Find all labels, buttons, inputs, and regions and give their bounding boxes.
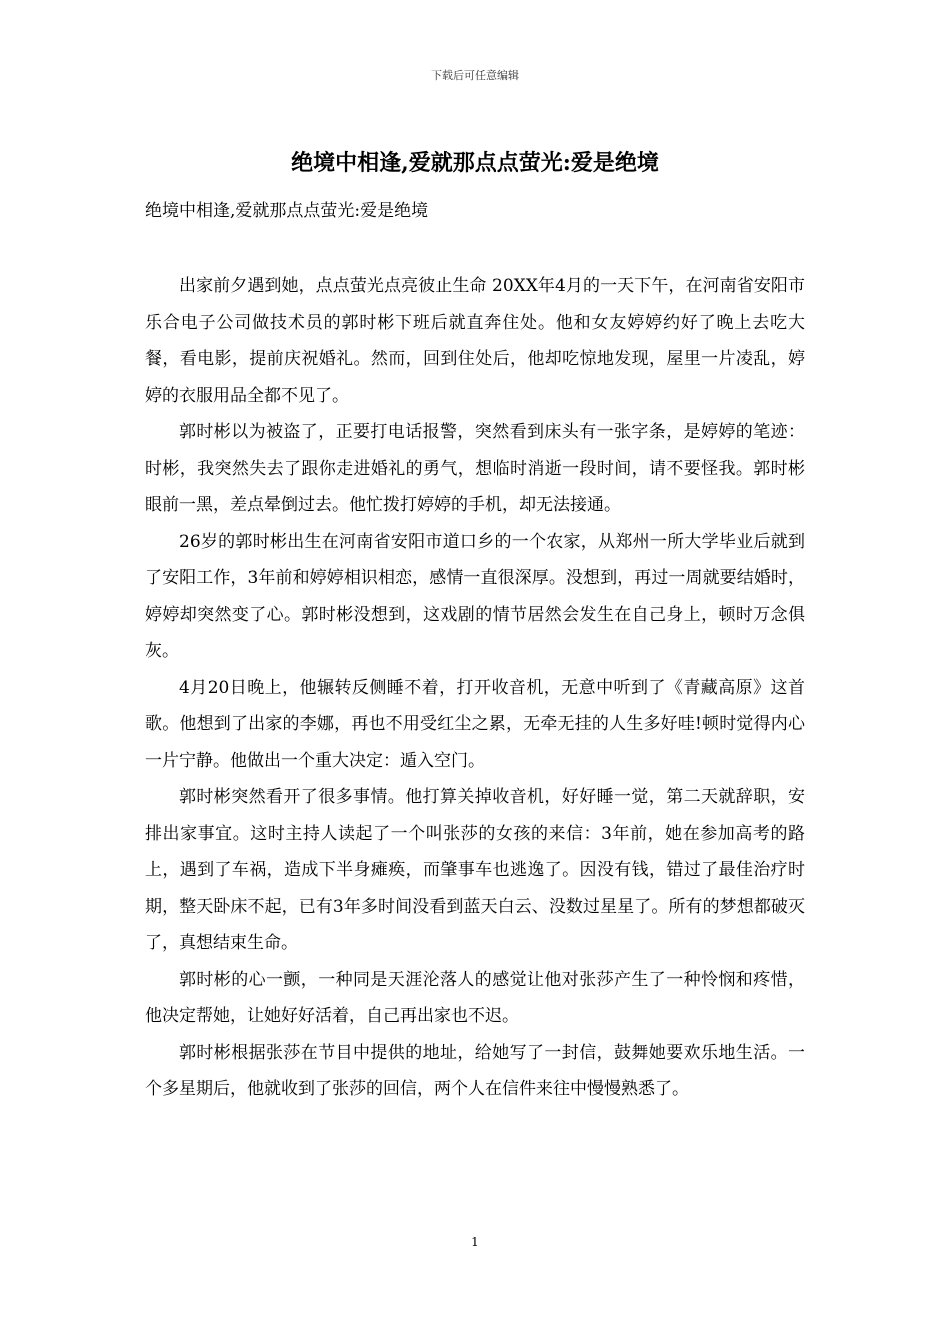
paragraph: 4月20日晚上，他辗转反侧睡不着，打开收音机，无意中听到了《青藏高原》这首歌。他想到了出家的李娜，再也不用受红尘之累，无牵无挂的人生多好哇!顿时觉得内心一片宁静。他做出一个重大决定：遁入空门。: [145, 677, 805, 771]
paragraph: 郭时彬的心一颤，一种同是天涯沦落人的感觉让他对张莎产生了一种怜悯和疼惜，他决定帮她，让她好好活着，自己再出家也不迟。: [145, 969, 805, 1026]
paragraph: 郭时彬根据张莎在节目中提供的地址，给她写了一封信，鼓舞她要欢乐地生活。一个多星期后，他就收到了张莎的回信，两个人在信件来往中慢慢熟悉了。: [145, 1042, 805, 1099]
document-title: 绝境中相逢,爱就那点点萤光:爱是绝境: [291, 150, 659, 176]
page-number: 1: [471, 1235, 479, 1249]
paragraph: 郭时彬以为被盗了，正要打电话报警，突然看到床头有一张字条，是婷婷的笔迹：时彬，我突然失去了跟你走进婚礼的勇气，想临时消逝一段时间，请不要怪我。郭时彬眼前一黑，差点晕倒过去。他忙拨打婷婷的手机，却无法接通。: [145, 422, 805, 515]
document-body: [145, 268, 805, 1108]
page-header-note: 下载后可任意编辑: [431, 69, 519, 82]
paragraph: 26岁的郭时彬出生在河南省安阳市道口乡的一个农家，从郑州一所大学毕业后就到了安阳工作，3年前和婷婷相识相恋，感情一直很深厚。没想到，再过一周就要结婚时，婷婷却突然变了心。郭时彬没想到，这戏剧的情节居然会发生在自己身上，顿时万念俱灰。: [145, 531, 805, 661]
document-subtitle: 绝境中相逢,爱就那点点萤光:爱是绝境: [145, 201, 429, 221]
paragraph: 出家前夕遇到她，点点萤光点亮彼止生命 20XX年4月的一天下午，在河南省安阳市乐合电子公司做技术员的郭时彬下班后就直奔住处。他和女友婷婷约好了晚上去吃大餐，看电影，提前庆祝婚礼。然而，回到住处后，他却吃惊地发现，屋里一片凌乱，婷婷的衣服用品全都不见了。: [145, 276, 805, 406]
paragraph: 郭时彬突然看开了很多事情。他打算关掉收音机，好好睡一觉，第二天就辞职，安排出家事宜。这时主持人读起了一个叫张莎的女孩的来信：3年前，她在参加高考的路上，遇到了车祸，造成下半身瘫痪，而肇事车也逃逸了。因没有钱，错过了最佳治疗时期，整天卧床不起，已有3年多时间没看到蓝天白云、没数过星星了。所有的梦想都破灭了，真想结束生命。: [145, 787, 805, 953]
